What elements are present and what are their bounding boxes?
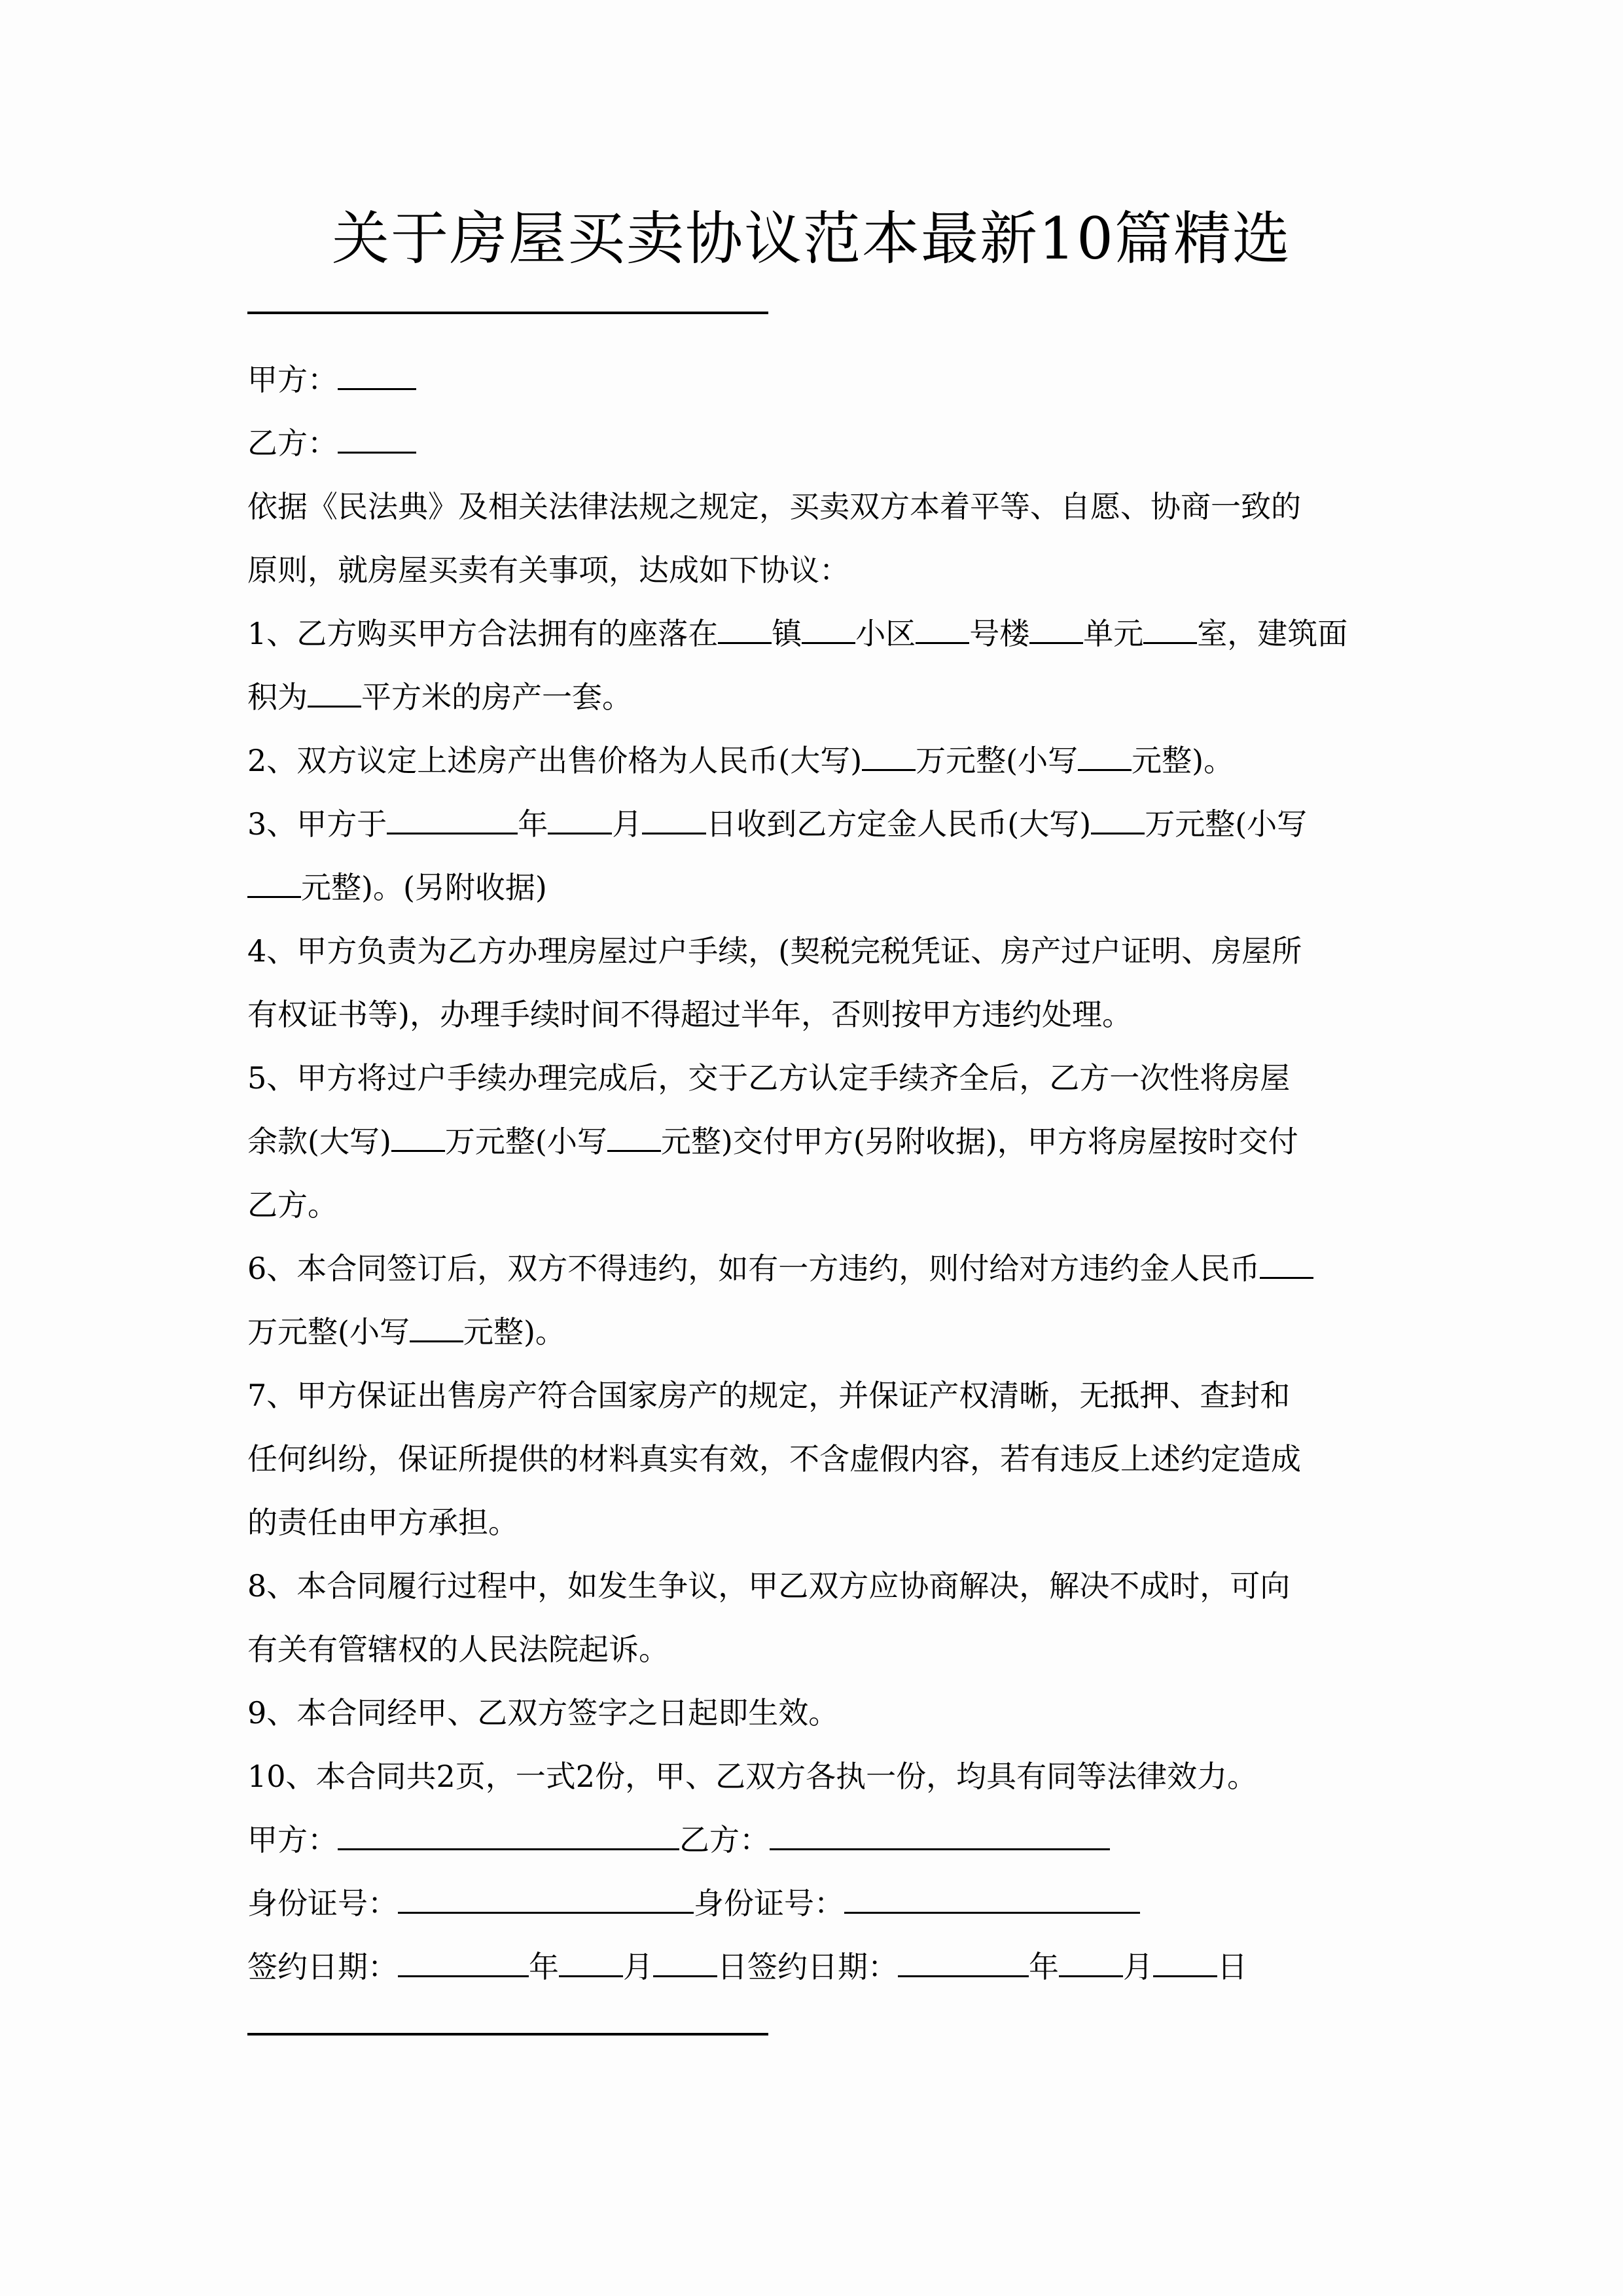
clause-5-line-1: 5、甲方将过户手续办理完成后，交于乙方认定手续齐全后，乙方一次性将房屋 — [247, 1060, 1291, 1096]
clause-text: 月 — [612, 806, 643, 842]
top-divider — [247, 312, 768, 314]
clause-5-line-3: 乙方。 — [247, 1187, 338, 1223]
document-title: 关于房屋买卖协议范本最新10篇精选 — [332, 205, 1291, 272]
clause-8-line-1: 8、本合同履行过程中，如发生争议，甲乙双方应协商解决，解决不成时，可向 — [247, 1568, 1291, 1604]
party-b-day-field[interactable] — [1153, 1949, 1217, 1977]
intro-line-1: 依据《民法典》及相关法律法规之规定，买卖双方本着平等、自愿、协商一致的 — [247, 489, 1301, 524]
clause-1-line-1 — [247, 607, 1376, 671]
room-blank[interactable] — [1143, 616, 1197, 644]
clause-4-line-1: 4、甲方负责为乙方办理房屋过户手续，(契税完税凭证、房产过户证明、房屋所 — [247, 933, 1302, 969]
balance-lower-blank[interactable] — [607, 1124, 661, 1152]
clause-text: 积为 — [247, 679, 308, 715]
clause-text: 单元 — [1083, 616, 1144, 651]
clause-7-line-3: 的责任由甲方承担。 — [247, 1505, 518, 1540]
clause-text: 年 — [518, 806, 548, 842]
building-blank[interactable] — [916, 616, 969, 644]
party-b-line — [247, 417, 1376, 480]
clause-10: 10、本合同共2页，一式2份，甲、乙双方各执一份，均具有同等法律效力。 — [247, 1759, 1258, 1794]
clause-6-line-2 — [247, 1306, 1376, 1369]
party-a-day-field[interactable] — [653, 1949, 717, 1977]
clause-7-line-2: 任何纠纷，保证所提供的材料真实有效，不含虚假内容，若有违反上述约定造成 — [247, 1441, 1301, 1477]
party-b-month-field[interactable] — [1059, 1949, 1123, 1977]
clause-text: 小区 — [855, 616, 916, 651]
party-b-id-label: 身份证号： — [694, 1886, 844, 1921]
clause-text: 万元整(小写 — [1145, 806, 1308, 842]
day-label: 日 — [1217, 1949, 1247, 1984]
clause-text: 万元整(小写 — [916, 743, 1079, 778]
clause-text: 元整)。 — [463, 1314, 565, 1350]
month-label: 月 — [623, 1949, 653, 1984]
clause-text: 元整)。 — [1132, 743, 1234, 778]
deposit-month-blank[interactable] — [548, 806, 612, 834]
community-blank[interactable] — [802, 616, 855, 644]
party-a-blank[interactable] — [338, 362, 416, 390]
clause-6-line-1 — [247, 1242, 1376, 1306]
clause-9: 9、本合同经甲、乙双方签字之日起即生效。 — [247, 1695, 839, 1731]
bottom-divider — [247, 2033, 768, 2036]
area-blank[interactable] — [308, 679, 361, 708]
party-a-id-field[interactable] — [398, 1886, 694, 1914]
document-body — [247, 353, 1376, 2004]
deposit-year-blank[interactable] — [387, 806, 518, 834]
signature-line — [247, 1814, 1376, 1877]
clause-text: 万元整(小写 — [444, 1124, 607, 1159]
clause-text: 3、甲方于 — [247, 806, 387, 842]
party-b-label: 乙方： — [247, 425, 338, 461]
party-b-year-field[interactable] — [898, 1949, 1029, 1977]
unit-blank[interactable] — [1029, 616, 1083, 644]
balance-upper-blank[interactable] — [391, 1124, 445, 1152]
clause-3-line-1 — [247, 798, 1376, 861]
town-blank[interactable] — [718, 616, 772, 644]
party-b-id-field[interactable] — [844, 1886, 1140, 1914]
party-b-blank[interactable] — [338, 425, 416, 454]
clause-5-line-2 — [247, 1115, 1376, 1179]
deposit-day-blank[interactable] — [642, 806, 706, 834]
party-a-sign-label: 甲方： — [247, 1822, 338, 1857]
day-label: 日 — [717, 1949, 747, 1984]
clause-text: 余款(大写) — [247, 1124, 391, 1159]
party-a-date-label: 签约日期： — [247, 1949, 398, 1984]
party-a-signature-field[interactable] — [338, 1822, 679, 1850]
clause-3-line-2 — [247, 861, 1376, 925]
clause-2 — [247, 734, 1376, 798]
clause-7-line-1: 7、甲方保证出售房产符合国家房产的规定，并保证产权清晰，无抵押、查封和 — [247, 1378, 1291, 1413]
party-a-line — [247, 353, 1376, 417]
penalty-lower-blank[interactable] — [410, 1314, 463, 1342]
clause-text: 日收到乙方定金人民币(大写) — [706, 806, 1092, 842]
party-a-month-field[interactable] — [559, 1949, 623, 1977]
clause-text: 万元整(小写 — [247, 1314, 410, 1350]
id-number-line — [247, 1877, 1376, 1941]
clause-text: 元整)交付甲方(另附收据)，甲方将房屋按时交付 — [660, 1124, 1298, 1159]
price-lower-blank[interactable] — [1078, 743, 1132, 771]
clause-text: 号楼 — [969, 616, 1030, 651]
intro-line-2: 原则，就房屋买卖有关事项，达成如下协议： — [247, 552, 849, 588]
deposit-lower-blank[interactable] — [247, 870, 301, 898]
party-b-date-label: 签约日期： — [747, 1949, 898, 1984]
clause-text: 1、乙方购买甲方合法拥有的座落在 — [247, 616, 719, 651]
clause-text: 平方米的房产一套。 — [361, 679, 632, 715]
month-label: 月 — [1123, 1949, 1153, 1984]
year-label: 年 — [529, 1949, 559, 1984]
clause-text: 2、双方议定上述房产出售价格为人民币(大写) — [247, 743, 863, 778]
party-a-label: 甲方： — [247, 362, 338, 397]
sign-date-line — [247, 1941, 1376, 2004]
clause-text: 室，建筑面 — [1197, 616, 1348, 651]
clause-1-line-2 — [247, 671, 1376, 734]
penalty-upper-blank[interactable] — [1260, 1251, 1313, 1279]
clause-text: 元整)。(另附收据) — [301, 870, 547, 905]
party-b-signature-field[interactable] — [770, 1822, 1110, 1850]
party-b-sign-label: 乙方： — [679, 1822, 770, 1857]
year-label: 年 — [1029, 1949, 1059, 1984]
deposit-upper-blank[interactable] — [1091, 806, 1145, 834]
party-a-year-field[interactable] — [398, 1949, 529, 1977]
price-upper-blank[interactable] — [862, 743, 916, 771]
clause-8-line-2: 有关有管辖权的人民法院起诉。 — [247, 1632, 669, 1667]
clause-text: 镇 — [772, 616, 802, 651]
clause-text: 6、本合同签订后，双方不得违约，如有一方违约，则付给对方违约金人民币 — [247, 1251, 1260, 1286]
party-a-id-label: 身份证号： — [247, 1886, 398, 1921]
clause-4-line-2: 有权证书等)，办理手续时间不得超过半年，否则按甲方违约处理。 — [247, 997, 1132, 1032]
